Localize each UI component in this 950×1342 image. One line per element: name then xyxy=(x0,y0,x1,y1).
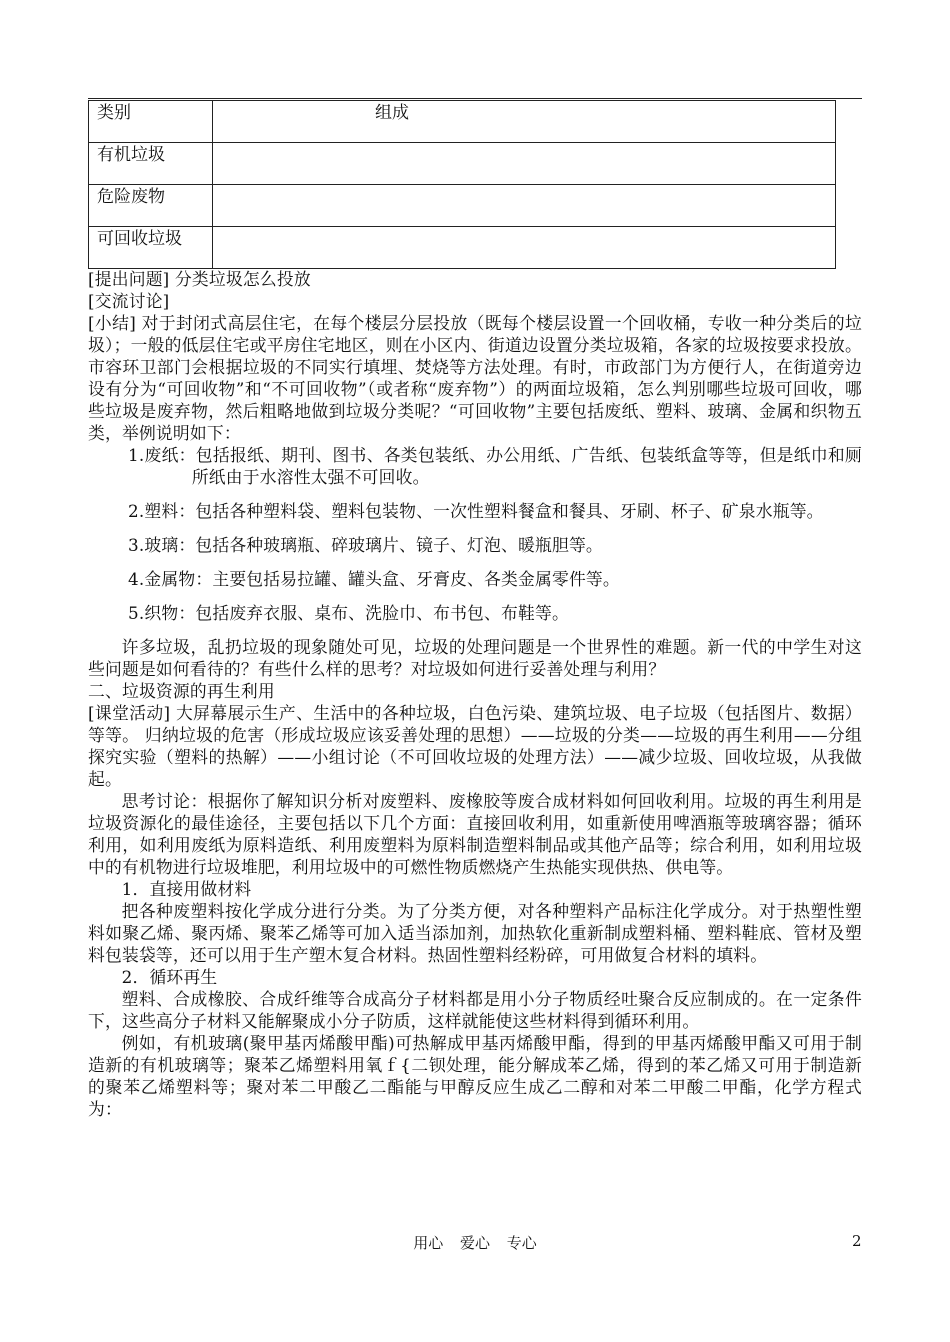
document-body xyxy=(88,268,862,1120)
activity-paragraph: [课堂活动] 大屏幕展示生产、生活中的各种垃圾，白色污染、建筑垃圾、电子垃圾（包括图片、数据）等等。 归纳垃圾的危害（形成垃圾应该妥善处理的思想）——垃圾的分类——垃圾的再生利用——分组探究实验（塑料的热解）——小组讨论（不可回收垃圾的处理方法）——减少垃圾、回收垃圾，从我做起。 xyxy=(88,703,862,789)
table-cell-category: 可回收垃圾 xyxy=(89,227,213,269)
table-cell-category: 危险废物 xyxy=(89,185,213,227)
list-item: 2.塑料：包括各种塑料袋、塑料包装物、一次性塑料餐盒和餐具、牙刷、杯子、矿泉水瓶等。 xyxy=(128,501,824,521)
table-row xyxy=(89,185,836,227)
reflection-paragraph: 许多垃圾，乱扔垃圾的现象随处可见，垃圾的处理问题是一个世界性的难题。新一代的中学生对这些问题是如何看待的？有些什么样的思考？对垃圾如何进行妥善处理与利用？ xyxy=(88,637,862,679)
table-header-composition: 组成 xyxy=(213,101,836,143)
discussion-paragraph: 思考讨论：根据你了解知识分析对废塑料、废橡胶等废合成材料如何回收利用。垃圾的再生利用是垃圾资源化的最佳途径，主要包括以下几个方面：直接回收利用，如重新使用啤酒瓶等玻璃容器；循环利用，如利用废纸为原料造纸、利用废塑料为原料制造塑料制品或其他产品等；综合利用，如利用垃圾中的有机物进行垃圾堆肥，利用垃圾中的可燃性物质燃烧产生热能实现供热、供电等。 xyxy=(88,791,862,877)
subsection-paragraph: 把各种废塑料按化学成分进行分类。为了分类方便，对各种塑料产品标注化学成分。对于热塑性塑料如聚乙烯、聚丙烯、聚苯乙烯等可加入适当添加剂，加热软化重新制成塑料桶、塑料鞋底、管材及塑料包装袋等，还可以用于生产塑木复合材料。热固性塑料经粉碎，可用做复合材料的填料。 xyxy=(88,901,862,965)
subsection-paragraph: 塑料、合成橡胶、合成纤维等合成高分子材料都是用小分子物质经吐聚合反应制成的。在一定条件下，这些高分子材料又能解聚成小分子防质，这样就能使这些材料得到循环利用。 xyxy=(88,989,862,1031)
subsection-paragraph: 例如，有机玻璃(聚甲基丙烯酸甲酯)可热解成甲基丙烯酸甲酯，得到的甲基丙烯酸甲酯又可用于制造新的有机玻璃等；聚苯乙烯塑料用氧ｆ{二钡处理，能分解成苯乙烯，得到的苯乙烯又可用于制造新的聚苯乙烯塑料等；聚对苯二甲酸乙二酯能与甲醇反应生成乙二醇和对苯二甲酸二甲酯，化学方程式为： xyxy=(88,1033,862,1119)
list-item: 5.织物：包括废弃衣服、桌布、洗脸巾、布书包、布鞋等。 xyxy=(128,603,569,623)
subsection-heading: 1．直接用做材料 xyxy=(121,879,252,899)
table-cell-composition xyxy=(213,227,836,269)
classification-table xyxy=(88,100,836,269)
table-row xyxy=(89,143,836,185)
table-cell-composition xyxy=(213,185,836,227)
table-cell-composition xyxy=(213,143,836,185)
section-heading: 二、垃圾资源的再生利用 xyxy=(88,681,275,701)
page-footer: 用心 爱心 专心 xyxy=(413,1234,537,1252)
list-item: 1.废纸：包括报纸、期刊、图书、各类包装纸、办公用纸、广告纸、包装纸盒等等，但是纸巾和厕所纸由于水溶性太强不可回收。 xyxy=(128,445,862,487)
subsection-heading: 2．循环再生 xyxy=(121,967,218,987)
summary-paragraph: [小结] 对于封闭式高层住宅，在每个楼层分层投放（既每个楼层设置一个回收桶，专收一种分类后的垃圾）；一般的低层住宅或平房住宅地区，则在小区内、街道边设置分类垃圾箱，各家的垃圾按要求投放。市容环卫部门会根据垃圾的不同实行填埋、焚烧等方法处理。有时，市政部门为方便行人，在街道旁边设有分为“可回收物”和“不可回收物”（或者称“废弃物”）的两面垃圾箱，怎么判别哪些垃圾可回收，哪些垃圾是废弃物，然后粗略地做到垃圾分类呢？“可回收物”主要包括废纸、塑料、玻璃、金属和织物五类，举例说明如下： xyxy=(88,313,862,443)
page-number: 2 xyxy=(852,1232,862,1250)
list-item: 4.金属物：主要包括易拉罐、罐头盒、牙膏皮、各类金属零件等。 xyxy=(128,569,620,589)
header-rule xyxy=(88,98,862,99)
table-header-row xyxy=(89,101,836,143)
table-row xyxy=(89,227,836,269)
discussion-label: [交流讨论] xyxy=(88,291,170,311)
table-cell-category: 有机垃圾 xyxy=(89,143,213,185)
table-header-category: 类别 xyxy=(89,101,213,143)
list-item: 3.玻璃：包括各种玻璃瓶、碎玻璃片、镜子、灯泡、暖瓶胆等。 xyxy=(128,535,603,555)
question-line: [提出问题] 分类垃圾怎么投放 xyxy=(88,269,311,289)
